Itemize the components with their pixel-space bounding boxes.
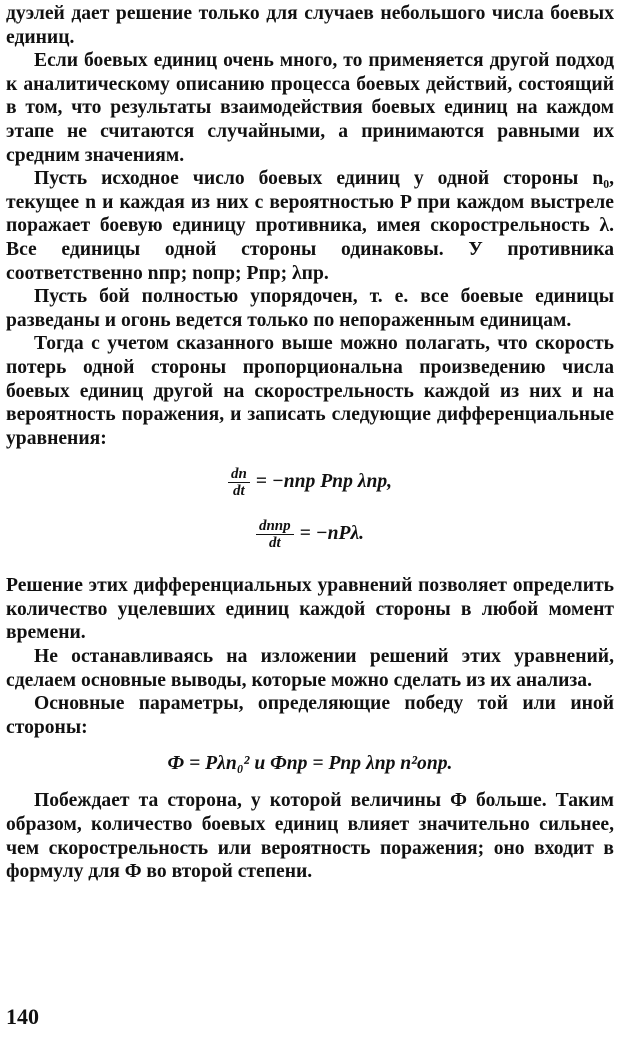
page-number: 140	[6, 1004, 39, 1029]
paragraph-4: Пусть бой полностью упорядочен, т. е. все боевые единицы разведаны и огонь ведется только по непораженным единицам.	[6, 286, 614, 331]
paragraph-7: Не останавливаясь на изложении решений этих уравнений, сделаем основные выводы, которые можно сделать из их анализа.	[6, 646, 614, 691]
paragraph-1: дуэлей дает решение только для случаев небольшого числа боевых единиц.	[6, 3, 614, 48]
paragraph-9: Побеждает та сторона, у которой величины Ф больше. Таким образом, количество боевых единиц влияет значительно сильнее, чем скорострельность или вероятность поражения; оно входит в формулу для Ф во второй степени.	[6, 790, 614, 883]
paragraph-8: Основные параметры, определяющие победу той или иной стороны:	[6, 693, 614, 738]
equation-dnpr-dt	[6, 512, 614, 556]
fraction-denominator: dt	[268, 534, 281, 551]
paragraph-3: Пусть исходное число боевых единиц у одной стороны n₀, текущее n и каждая из них с вероятностью P при каждом выстреле поражает боевую единицу противника, имея скорострельность λ. Все единицы одной стороны одинаковы. У противника соответственно nпр; nопр; Pпр; λпр.	[6, 168, 614, 284]
equation-dn-dt	[6, 460, 614, 504]
equation-rhs: = −nпр Pпр λпр,	[255, 471, 393, 493]
equation-rhs: = −nPλ.	[299, 523, 365, 545]
fraction	[256, 518, 294, 551]
equation-phi	[6, 749, 614, 779]
fraction-numerator: dn	[230, 465, 247, 482]
fraction-denominator: dt	[233, 482, 245, 499]
fraction	[228, 466, 250, 499]
equation-phi-text: Ф = Pλn₀² и Фпр = Pпр λпр n²опр.	[167, 753, 453, 775]
fraction-numerator: dnпр	[258, 517, 291, 534]
paragraph-5: Тогда с учетом сказанного выше можно полагать, что скорость потерь одной стороны пропорциональна произведению числа боевых единиц другой на скорострельность каждой из них и на вероятность поражения, и записать следующие дифференциальные уравнения:	[6, 333, 614, 449]
paragraph-2: Если боевых единиц очень много, то применяется другой подход к аналитическому описанию процесса боевых действий, состоящий в том, что результаты взаимодействия боевых единиц на каждом этапе не считаются случайными, а принимаются равными их средним значениям.	[6, 50, 614, 166]
paragraph-6: Решение этих дифференциальных уравнений позволяет определить количество уцелевших единиц каждой стороны в любой момент времени.	[6, 575, 614, 644]
